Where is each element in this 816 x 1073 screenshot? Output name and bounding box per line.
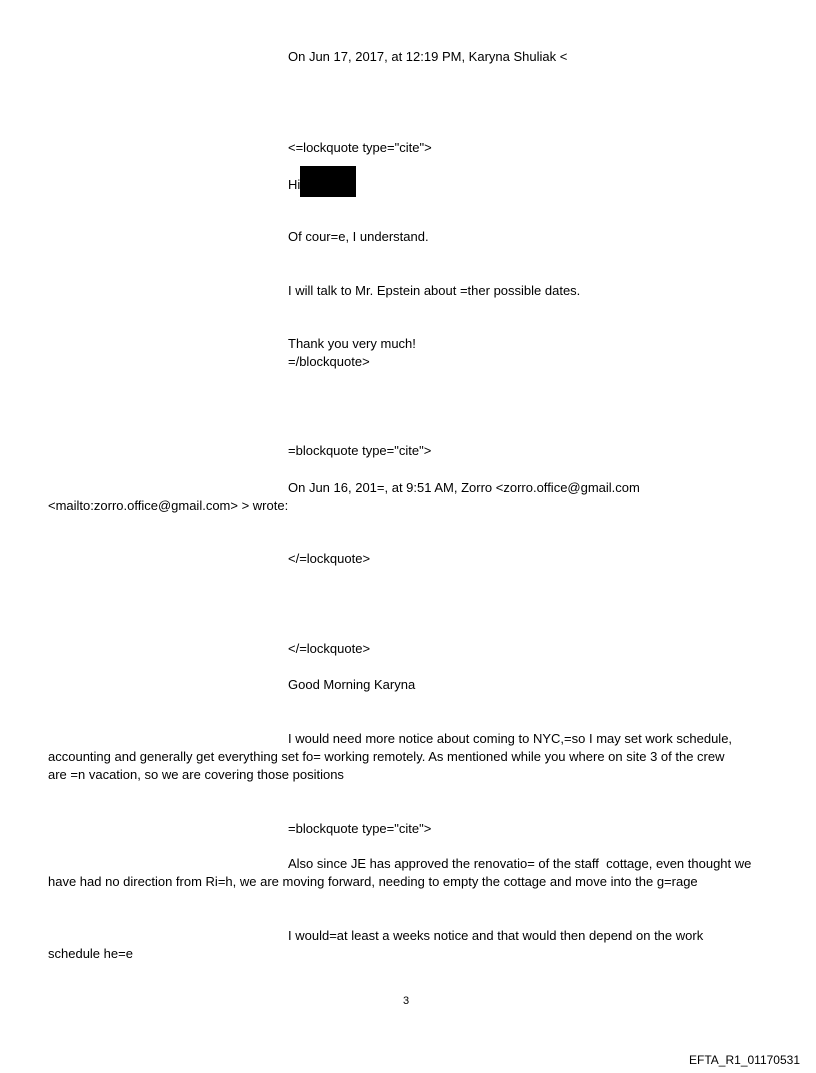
body-line: have had no direction from Ri=h, we are moving forward, needing to empty the cottage and move into the g=rage (48, 874, 698, 889)
reply-header-line: On Jun 17, 2017, at 12:19 PM, Karyna Shuliak < (288, 49, 568, 64)
blockquote-tag: =blockquote type="cite"> (288, 443, 432, 458)
redaction-box (300, 166, 356, 197)
body-line: are =n vacation, so we are covering those positions (48, 767, 344, 782)
blockquote-tag: =blockquote type="cite"> (288, 821, 432, 836)
body-line: I would need more notice about coming to NYC,=so I may set work schedule, (288, 731, 733, 746)
quoted-header-line: <mailto:zorro.office@gmail.com> > wrote: (48, 498, 289, 513)
body-line: Thank you very much! (288, 336, 416, 351)
blockquote-tag: </=lockquote> (288, 641, 371, 656)
quoted-header-line: On Jun 16, 201=, at 9:51 AM, Zorro <zorro.office@gmail.com (288, 480, 640, 495)
greeting-text: Hi (288, 177, 301, 192)
body-line: I will talk to Mr. Epstein about =ther possible dates. (288, 283, 581, 298)
body-line: I would=at least a weeks notice and that would then depend on the work (288, 928, 704, 943)
greeting-text: Good Morning Karyna (288, 677, 416, 692)
bates-number: EFTA_R1_01170531 (689, 1053, 800, 1067)
blockquote-tag: </=lockquote> (288, 551, 371, 566)
blockquote-tag: <=lockquote type="cite"> (288, 140, 432, 155)
page-number: 3 (403, 995, 410, 1007)
blockquote-tag: =/blockquote> (288, 354, 370, 369)
body-line: Of cour=e, I understand. (288, 229, 429, 244)
body-line: schedule he=e (48, 946, 133, 961)
body-line: Also since JE has approved the renovatio= of the staff cottage, even thought we (288, 856, 752, 871)
body-line: accounting and generally get everything set fo= working remotely. As mentioned while you where on site 3 of the crew (48, 749, 725, 764)
